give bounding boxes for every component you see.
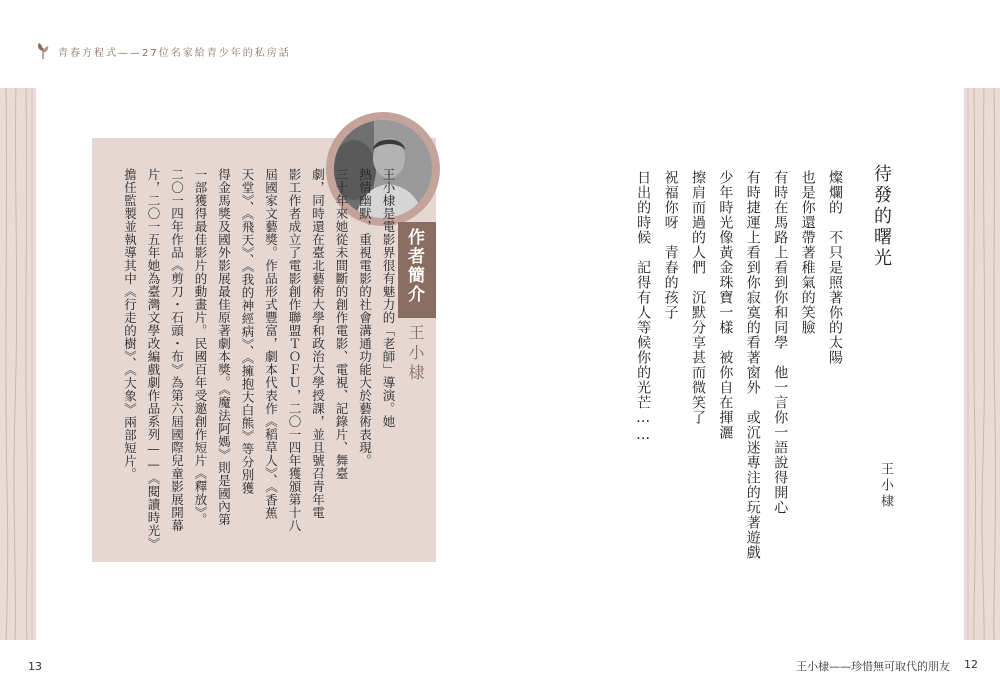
running-header <box>36 40 291 62</box>
woodgrain-border-right <box>964 88 1000 640</box>
page-number-right: 12 <box>964 658 978 671</box>
bio-line: 熱情幽默，重視電影的社會溝通功能大於藝術表現。 <box>357 168 373 467</box>
poem-line: 有時捷運上看到你寂寞的看著窗外 或沉迷專注的玩著遊戲 <box>744 170 761 560</box>
section-tab <box>398 222 436 318</box>
poem-author: 王小棣 <box>878 462 893 510</box>
bio-line: 屆國家文藝獎。作品形式豐富，劇本代表作《稻草人》、《香蕉 <box>263 168 279 520</box>
bio-line: 一部獲得最佳影片的動畫片。民國百年受邀創作短片《釋放》。 <box>193 168 208 526</box>
bio-line: 得金馬獎及國外影展最佳原著劇本獎。《魔法阿媽》則是國內第 <box>216 168 232 526</box>
poem-line: 擦肩而過的人們 沉默分享甚而微笑了 <box>689 170 706 425</box>
page-number-left: 13 <box>28 660 42 673</box>
poem-line: 也是你還帶著稚氣的笑臉 <box>799 170 816 335</box>
bio-text <box>118 168 400 550</box>
bio-line: 劇，同時還在臺北藝術大學和政治大學授課，並且號召青年電 <box>310 168 326 519</box>
bio-line: 二〇一四年作品《剪刀・石頭・布》為第六屆國際兒童影展開幕 <box>169 168 185 532</box>
poem-line: 燦爛的 不只是照著你的太陽 <box>827 170 843 365</box>
poem-title: 待發的曙光 <box>871 164 892 269</box>
leaf-icon <box>36 42 50 60</box>
bio-line: 擔任監製並執導其中《行走的樹》、《大象》兩部短片。 <box>122 168 138 481</box>
poem-line: 日出的時候 記得有人等候你的光芒…… <box>635 170 652 444</box>
poem-line: 少年時光像黃金珠寶一樣 被你自在揮灑 <box>717 170 734 440</box>
bio-author-name: 王小棣 <box>406 324 425 384</box>
bio-line: 三十年來她從未間斷的創作電影、電視、記錄片、舞臺 <box>334 168 349 480</box>
book-title: 青春方程式——27位名家給青少年的私房話 <box>58 47 291 59</box>
bio-line: 天堂》、《飛天》、《我的神經病》、《擁抱大白熊》等分別獲 <box>240 168 255 495</box>
footer-right <box>796 658 978 674</box>
running-title: 王小棣——珍惜無可取代的朋友 <box>796 660 950 673</box>
poem-line: 祝福你呀 青春的孩子 <box>662 170 679 320</box>
bio-line: 王小棣是電影界很有魅力的「老師」導演。她 <box>381 168 396 428</box>
poem-line: 有時在馬路上看到你和同學 他一言你一語說得開心 <box>772 170 789 515</box>
woodgrain-border-left <box>0 88 36 640</box>
poem-body <box>629 170 848 560</box>
section-tab-label: 作者簡介 <box>404 228 424 304</box>
bio-line: 片，二〇一五年她為臺灣文學改編戲劇作品系列——《閱讀時光》 <box>146 168 161 550</box>
bio-line: 影工作者成立了電影創作聯盟ＴＯＦＵ，二〇一四年獲頒第十八 <box>287 168 302 532</box>
